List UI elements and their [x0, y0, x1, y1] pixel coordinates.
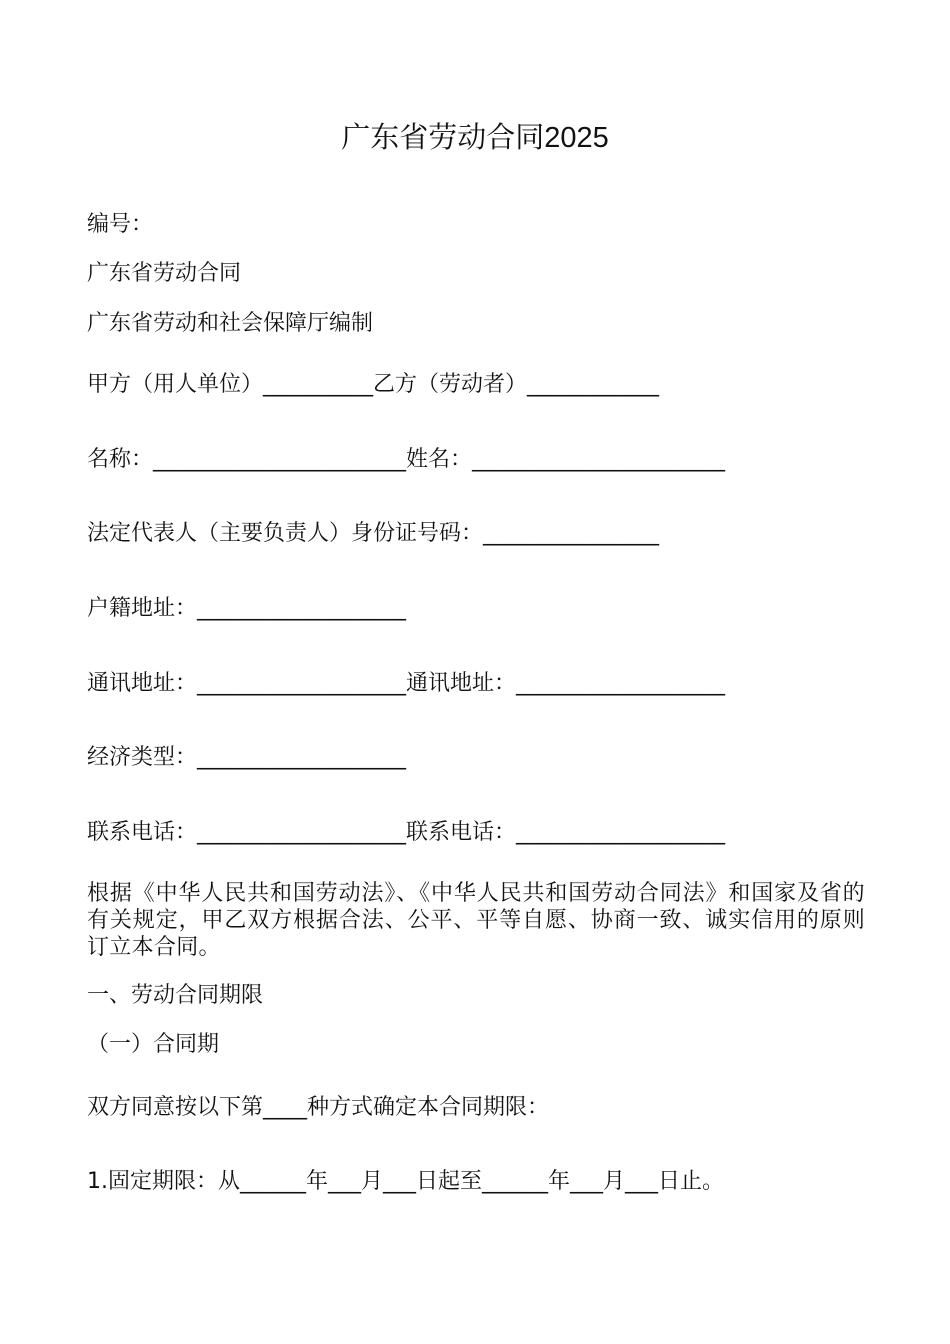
- household-address-line: 户籍地址：___________________: [87, 596, 407, 621]
- term-choice-line: 双方同意按以下第____种方式确定本合同期限：: [87, 1095, 550, 1120]
- serial-number-label: 编号：: [87, 212, 154, 237]
- section-heading-contract-term: 一、劳动合同期限: [87, 983, 264, 1008]
- parties-line: 甲方（用人单位）__________乙方（劳动者）____________: [87, 372, 660, 397]
- preamble-paragraph: 根据《中华人民共和国劳动法》、《中华人民共和国劳动合同法》和国家及省的有关规定，甲乙双方根据合法、公平、平等自愿、协商一致、诚实信用的原则订立本合同。: [87, 881, 865, 960]
- fixed-term-line: 1.固定期限：从______年___月___日起至______年___月___日止。: [87, 1169, 724, 1194]
- compiler-line: 广东省劳动和社会保障厅编制: [87, 311, 374, 336]
- legal-representative-line: 法定代表人（主要负责人）身份证号码：________________: [87, 521, 660, 546]
- name-fields-line: 名称：_______________________姓名：_______________________: [87, 447, 726, 472]
- document-title: 广东省劳动合同2025: [341, 122, 609, 154]
- contract-name-line: 广东省劳动合同: [87, 261, 242, 286]
- contact-phone-line: 联系电话：___________________联系电话：___________________: [87, 820, 726, 845]
- subsection-heading-contract-period: （一）合同期: [87, 1032, 220, 1057]
- mailing-address-line: 通讯地址：___________________通讯地址：___________________: [87, 671, 726, 696]
- economy-type-line: 经济类型：___________________: [87, 745, 407, 770]
